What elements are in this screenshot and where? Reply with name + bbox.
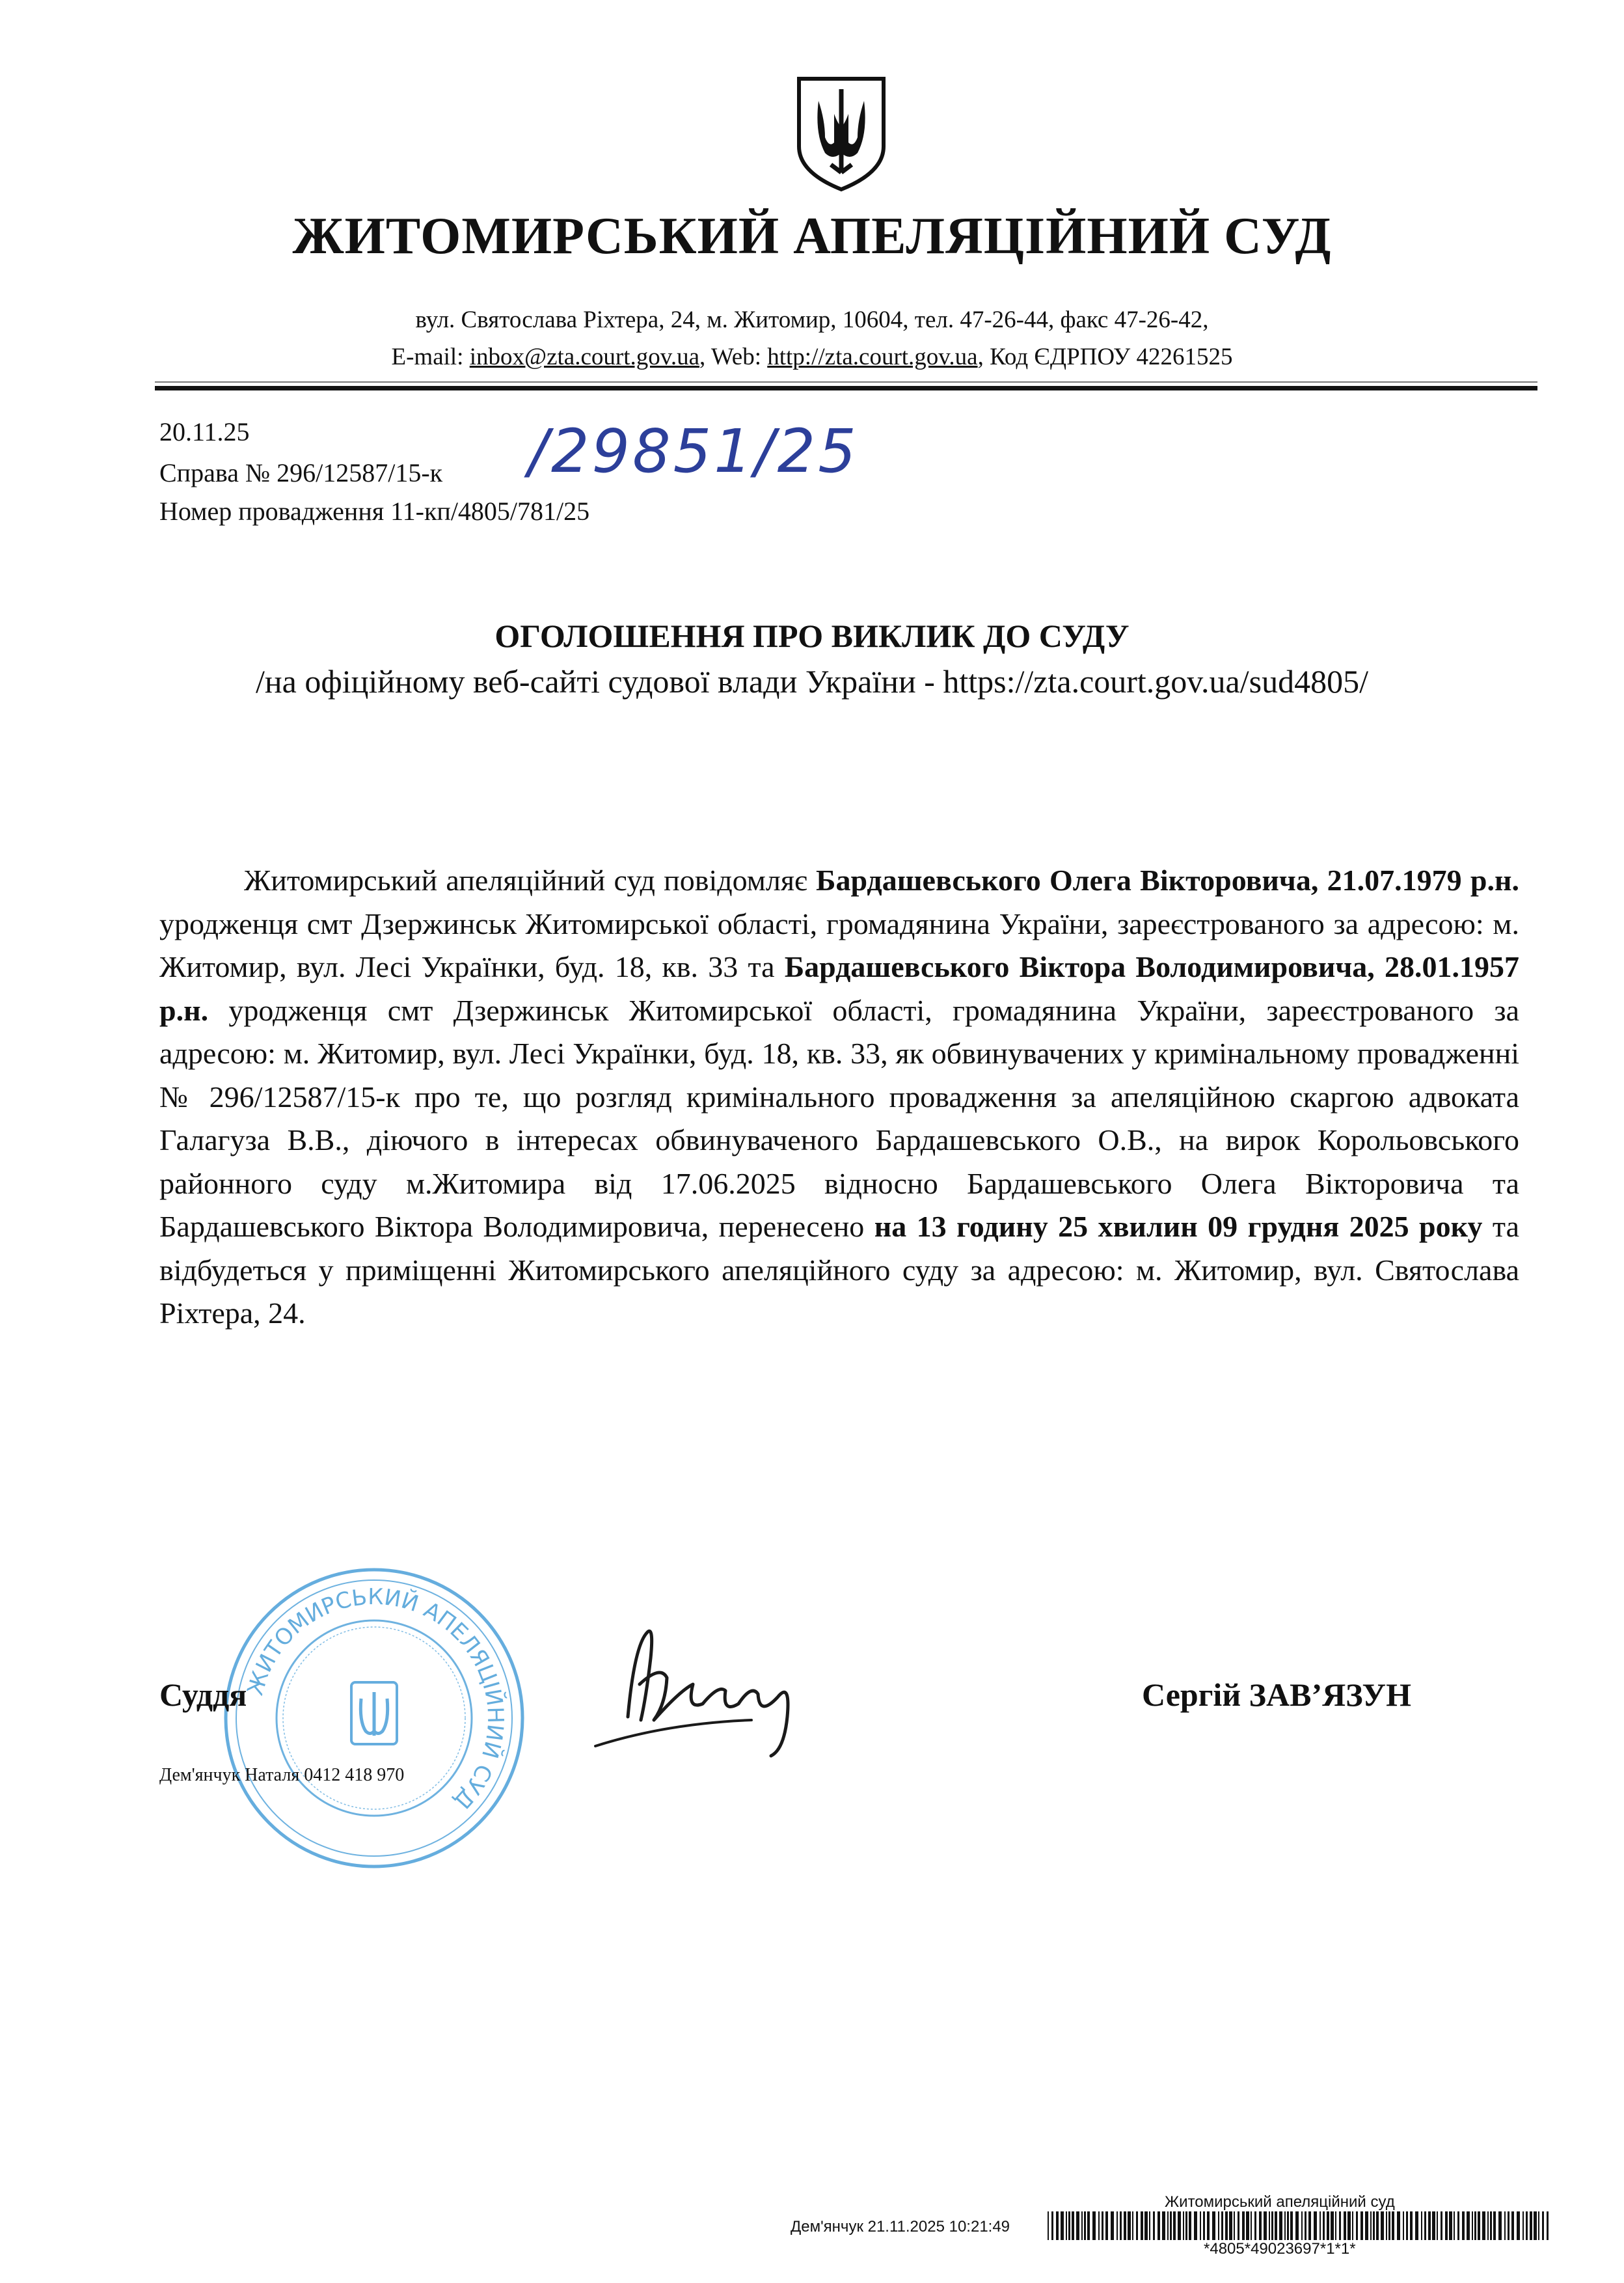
- header-divider-thin: [155, 381, 1537, 383]
- judge-signature: [589, 1606, 823, 1762]
- coat-of-arms-icon: [795, 75, 887, 192]
- court-stamp: [221, 1565, 527, 1871]
- judge-name: Сергій ЗАВ’ЯЗУН: [1142, 1676, 1411, 1713]
- court-address: вул. Святослава Ріхтера, 24, м. Житомир, 10604, тел. 47-26-44, факс 47-26-42,: [415, 307, 1209, 333]
- court-title: ЖИТОМИРСЬКИЙ АПЕЛЯЦІЙНИЙ СУД: [292, 208, 1332, 265]
- barcode-code: *4805*49023697*1*1*: [1204, 2240, 1356, 2258]
- barcode-court-name: Житомирський апеляційний суд: [1165, 2193, 1395, 2211]
- svg-text:ЖИТОМИРСЬКИЙ АПЕЛЯЦІЙНИЙ СУД: ЖИТОМИРСЬКИЙ АПЕЛЯЦІЙНИЙ СУД: [242, 1583, 509, 1814]
- web-link[interactable]: http://zta.court.gov.ua: [767, 344, 978, 370]
- judge-label: Суддя: [159, 1676, 247, 1713]
- document-date: 20.11.25: [159, 417, 250, 446]
- proceeding-number: Номер провадження 11-кп/4805/781/25: [159, 497, 590, 526]
- case-number: Справа № 296/12587/15-к: [159, 458, 443, 487]
- barcode-icon: [1048, 2211, 1549, 2240]
- announcement-title: ОГОЛОШЕННЯ ПРО ВИКЛИК ДО СУДУ: [494, 618, 1130, 654]
- announcement-body: Житомирський апеляційний суд повідомляє Бардашевського Олега Вікторовича, 21.07.1979 р.н. уродженця смт Дзержинськ Житомирської області, громадянина України, зареєстрованого за адресою: м. Житомир, вул. Лесі Українки, буд. 18, кв. 33 та Бардашевського Віктора Володимировича, 28.01.1957 р.н. уродженця смт Дзержинськ Житомирської області, громадянина України, зареєстрованого за адресою: м. Житомир, вул. Лесі Українки, буд. 18, кв. 33, як обвинувачених у кримінальному провадженні № 296/12587/15-к про те, що розгляд кримінального провадження за апеляційною скаргою адвоката Галагуза В.В., діючого в інтересах обвинуваченого Бардашевського О.В., на вирок Корольовського районного суду м.Житомира від 17.06.2025 відносно Бардашевського Олега Вікторовича та Бардашевського Віктора Володимировича, перенесено на 13 годину 25 хвилин 09 грудня 2025 року та відбудеться у приміщенні Житомирського апеляційного суду за адресою: м. Житомир, вул. Святослава Ріхтера, 24.: [159, 864, 1519, 1330]
- header-divider: [155, 386, 1537, 390]
- email-link[interactable]: inbox@zta.court.gov.ua: [469, 344, 699, 370]
- handwritten-registration-number: /29851/25: [528, 417, 859, 486]
- executor-contact: Дем'янчук Наталя 0412 418 970: [159, 1765, 405, 1785]
- announcement-subtitle: /на офіційному веб-сайті судової влади України - https://zta.court.gov.ua/sud4805/: [255, 663, 1368, 700]
- court-contacts: E-mail: inbox@zta.court.gov.ua, Web: http://zta.court.gov.ua, Код ЄДРПОУ 42261525: [391, 344, 1233, 370]
- barcode-registration-stamp: Дем'янчук 21.11.2025 10:21:49: [791, 2218, 1010, 2235]
